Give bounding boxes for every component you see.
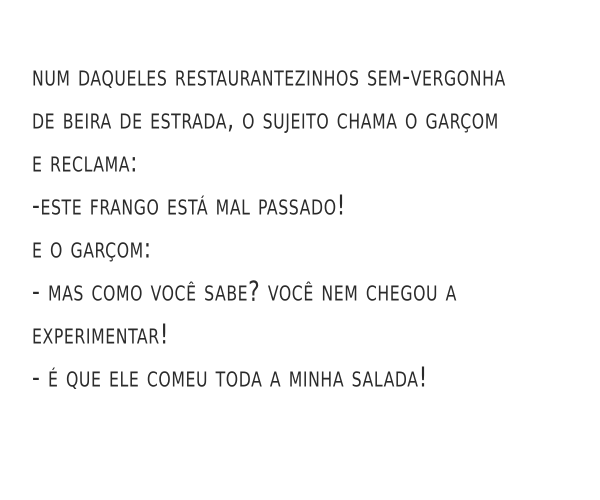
joke-line: num daqueles restaurantezinhos sem-vergonha: [32, 59, 506, 93]
joke-line: - é que ele comeu toda a minha salada!: [32, 360, 428, 394]
joke-line: experimentar!: [32, 317, 170, 351]
joke-line: -este frango está mal passado!: [32, 188, 346, 222]
joke-line: de beira de estrada, o sujeito chama o garçom: [32, 102, 499, 136]
joke-line: e o garçom:: [32, 231, 152, 265]
joke-text-block: [32, 52, 577, 396]
joke-line: - mas como você sabe? você nem chegou a: [32, 274, 457, 308]
joke-line: e reclama:: [32, 145, 139, 179]
